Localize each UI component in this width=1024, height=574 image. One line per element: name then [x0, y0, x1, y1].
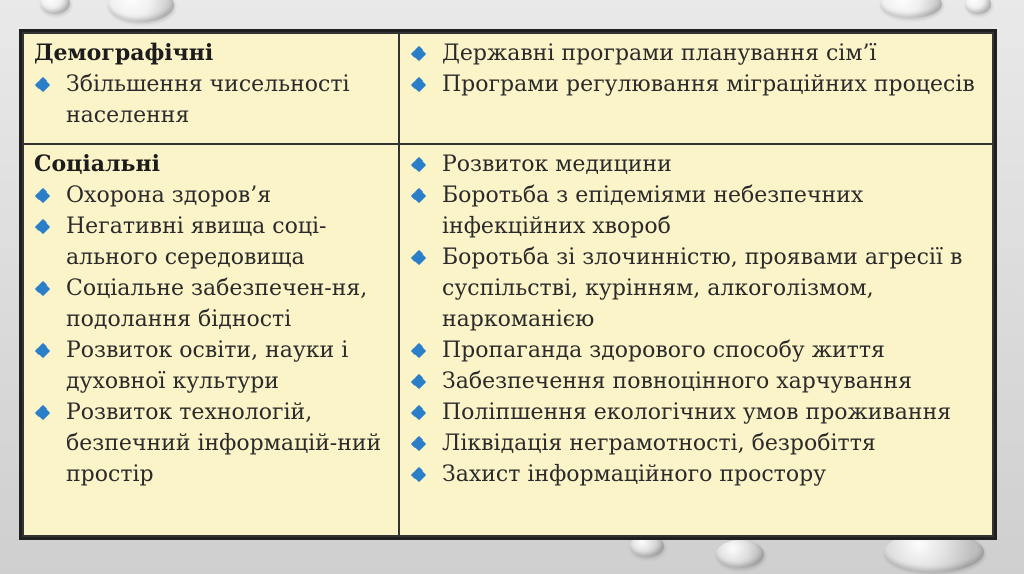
category-label: Демографічні [34, 40, 214, 66]
list-item-text: Боротьба зі злочинністю, проявами агресії в суспільстві, курінням, алкоголізмом, наркоманією [442, 245, 963, 332]
list-item [410, 428, 984, 459]
four-diamond-bullet-icon [36, 78, 49, 91]
four-diamond-bullet-icon [412, 47, 425, 60]
factors-table [19, 29, 997, 540]
measure-list [410, 149, 984, 490]
list-item [34, 335, 390, 397]
list-item-text: Забезпечення повноцінного харчування [442, 369, 913, 394]
list-item-text: Боротьба з епідеміями небезпечних інфекційних хвороб [442, 183, 864, 239]
list-item-text: Негативні явища соці-ального середовища [66, 214, 327, 270]
list-item [410, 180, 984, 242]
table-row-demographic [23, 33, 993, 144]
factor-list [34, 69, 390, 131]
list-item [34, 397, 390, 490]
water-drop-decoration [108, 0, 174, 22]
four-diamond-bullet-icon [412, 158, 425, 171]
measures-cell [399, 144, 993, 536]
four-diamond-bullet-icon [412, 375, 425, 388]
four-diamond-bullet-icon [36, 344, 49, 357]
list-item-text: Збільшення чисельності населення [66, 72, 350, 128]
four-diamond-bullet-icon [412, 406, 425, 419]
list-item-text: Пропаганда здорового способу життя [442, 338, 885, 363]
table-row-social [23, 144, 993, 536]
list-item [410, 69, 984, 100]
list-item-text: Розвиток технологій, безпечний інформацій-ний простір [66, 400, 382, 487]
list-item-text: Поліпшення екологічних умов проживання [442, 400, 952, 425]
list-item-text: Охорона здоров’я [66, 183, 272, 208]
factors-table-grid [22, 32, 994, 537]
category-label: Соціальні [34, 151, 160, 177]
list-item [34, 273, 390, 335]
water-drop-decoration [965, 0, 991, 14]
list-item-text: Соціальне забезпечен-ня, подолання бідності [66, 276, 368, 332]
list-item-text: Державні програми планування сім’ї [442, 41, 877, 66]
list-item [34, 69, 390, 131]
list-item [410, 149, 984, 180]
water-drop-decoration [716, 540, 764, 568]
category-cell [23, 144, 399, 536]
four-diamond-bullet-icon [36, 220, 49, 233]
list-item [410, 397, 984, 428]
measures-cell [399, 33, 993, 144]
four-diamond-bullet-icon [412, 437, 425, 450]
list-item [410, 242, 984, 335]
four-diamond-bullet-icon [412, 78, 425, 91]
measure-list [410, 38, 984, 100]
four-diamond-bullet-icon [412, 468, 425, 481]
list-item [410, 459, 984, 490]
four-diamond-bullet-icon [36, 189, 49, 202]
four-diamond-bullet-icon [36, 282, 49, 295]
four-diamond-bullet-icon [412, 251, 425, 264]
water-drop-decoration [40, 0, 70, 14]
list-item-text: Розвиток медицини [442, 152, 672, 177]
list-item-text: Програми регулювання міграційних процесів [442, 72, 975, 97]
factor-list [34, 180, 390, 490]
list-item-text: Розвиток освіти, науки і духовної культури [66, 338, 349, 394]
list-item [410, 366, 984, 397]
list-item-text: Захист інформаційного простору [442, 462, 827, 487]
list-item [34, 211, 390, 273]
list-item [34, 180, 390, 211]
four-diamond-bullet-icon [412, 189, 425, 202]
water-drop-decoration [880, 0, 942, 18]
list-item-text: Ліквідація неграмотності, безробіття [442, 431, 876, 456]
list-item [410, 38, 984, 69]
category-cell [23, 33, 399, 144]
four-diamond-bullet-icon [36, 406, 49, 419]
list-item [410, 335, 984, 366]
four-diamond-bullet-icon [412, 344, 425, 357]
